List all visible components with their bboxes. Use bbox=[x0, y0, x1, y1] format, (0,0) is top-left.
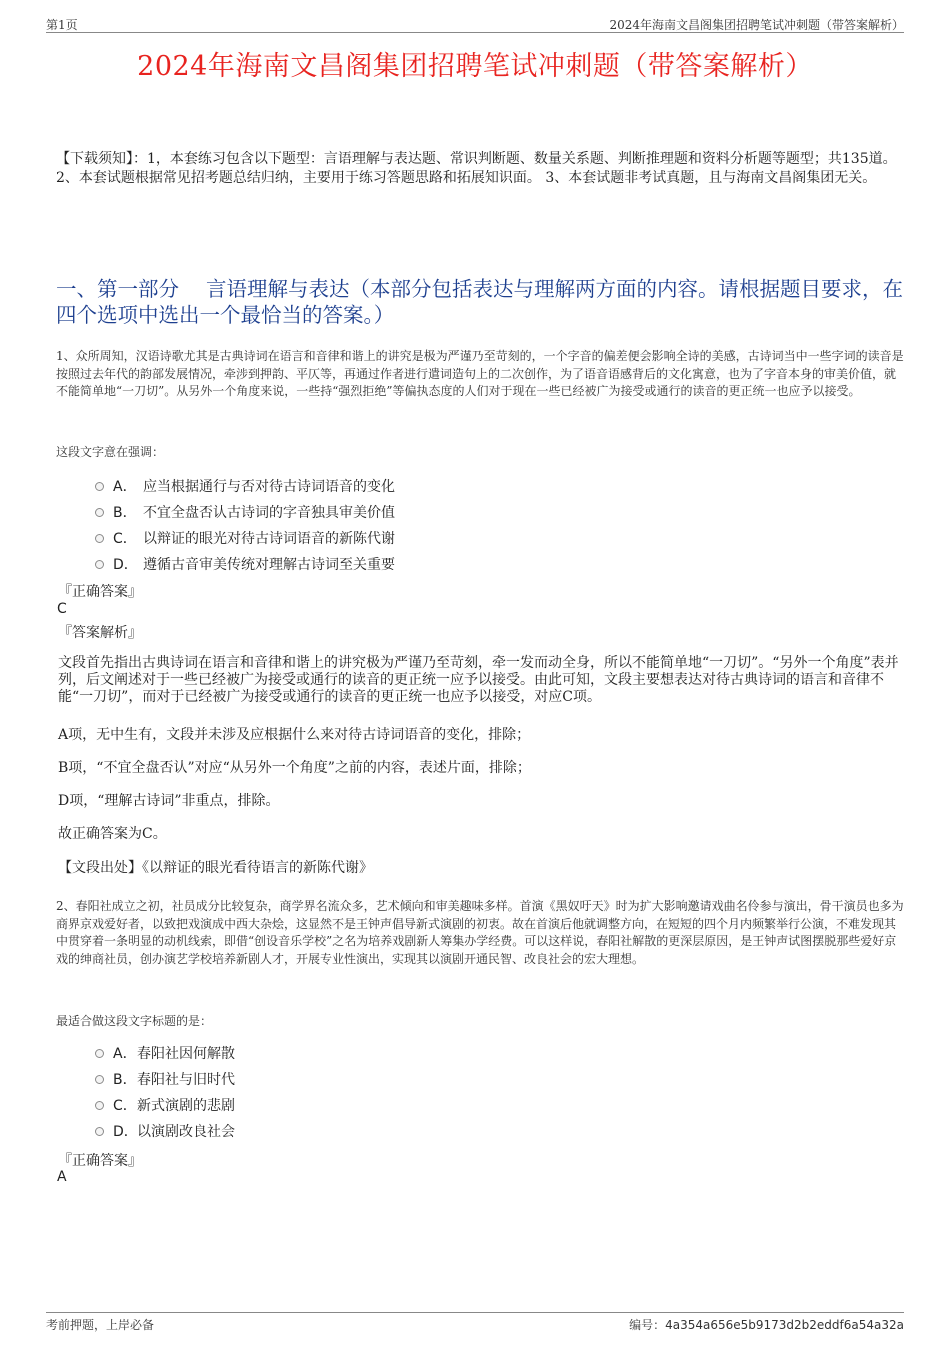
header-doc-title: 2024年海南文昌阁集团招聘笔试冲刺题（带答案解析） bbox=[609, 18, 904, 32]
correct-answer-value: C bbox=[57, 601, 67, 617]
radio-icon[interactable] bbox=[95, 482, 104, 491]
analysis-conclusion: 故正确答案为C。 bbox=[58, 826, 167, 842]
page-header bbox=[46, 16, 904, 33]
page-footer bbox=[46, 1312, 904, 1331]
question-2-stem: 最适合做这段文字标题的是： bbox=[56, 1014, 213, 1028]
radio-icon[interactable] bbox=[95, 1101, 104, 1110]
analysis-paragraph: A项，无中生有，文段并未涉及应根据什么来对待古诗词语音的变化，排除； bbox=[58, 727, 531, 743]
page-number: 第1页 bbox=[46, 18, 78, 32]
radio-icon[interactable] bbox=[95, 560, 104, 569]
option-a[interactable]: A． 春阳社因何解散 bbox=[95, 1040, 235, 1066]
question-2-options bbox=[95, 1040, 235, 1144]
document-title: 2024年海南文昌阁集团招聘笔试冲刺题（带答案解析） bbox=[137, 51, 813, 82]
document-code: 编号：4a354a656e5b9173d2b2eddf6a54a32a bbox=[629, 1318, 904, 1332]
radio-icon[interactable] bbox=[95, 1075, 104, 1084]
correct-answer-label: 『正确答案』 bbox=[58, 1153, 142, 1169]
question-2-text: 2、春阳社成立之初，社员成分比较复杂，商学界名流众多，艺术倾向和审美趣味多样。首演《黑奴吁天》时为扩大影响邀请戏曲名伶参与演出，骨干演员也多为商界京戏爱好者，以致把戏演成中西大杂烩，这显然不是王钟声倡导新式演剧的初衷。故在首演后他就调整方向，在短短的四个月内频繁举行公演，不难发现其中贯穿着一条明显的动机线索，即借“创设音乐学校”之名为培养戏剧新人筹集办学经费。可以这样说，春阳社解散的更深层原因，是王钟声试图摆脱那些爱好京戏的绅商社员，创办演艺学校培养新剧人才，开展专业性演出，实现其以演剧开通民智、改良社会的宏大理想。 bbox=[56, 899, 904, 966]
analysis-paragraph: D项，“理解古诗词”非重点，排除。 bbox=[58, 793, 280, 809]
correct-answer-value: A bbox=[57, 1169, 67, 1185]
option-c[interactable]: C． 新式演剧的悲剧 bbox=[95, 1092, 235, 1118]
option-b[interactable]: B． 不宜全盘否认古诗词的字音独具审美价值 bbox=[95, 499, 395, 525]
download-notice: 【下载须知】：1，本套练习包含以下题型：言语理解与表达题、常识判断题、数量关系题、判断推理题和资料分析题等题型；共135道。 2、本套试题根据常见招考题总结归纳，主要用于练习答题思路和拓展知识面。 3、本套试题非考试真题，且与海南文昌阁集团无关。 bbox=[56, 151, 897, 186]
analysis-label: 『答案解析』 bbox=[58, 625, 142, 641]
option-c[interactable]: C． 以辩证的眼光对待古诗词语音的新陈代谢 bbox=[95, 525, 395, 551]
question-1-stem: 这段文字意在强调： bbox=[56, 445, 165, 459]
option-d[interactable]: D． 遵循古音审美传统对理解古诗词至关重要 bbox=[95, 551, 395, 577]
option-d[interactable]: D． 以演剧改良社会 bbox=[95, 1118, 235, 1144]
question-1-options bbox=[95, 473, 395, 577]
radio-icon[interactable] bbox=[95, 1049, 104, 1058]
radio-icon[interactable] bbox=[95, 508, 104, 517]
radio-icon[interactable] bbox=[95, 1127, 104, 1136]
correct-answer-label: 『正确答案』 bbox=[58, 584, 142, 600]
footer-slogan: 考前押题，上岸必备 bbox=[46, 1318, 155, 1332]
option-a[interactable]: A． 应当根据通行与否对待古诗词语音的变化 bbox=[95, 473, 395, 499]
radio-icon[interactable] bbox=[95, 534, 104, 543]
analysis-paragraph: 文段首先指出古典诗词在语言和音律和谐上的讲究极为严谨乃至苛刻，牵一发而动全身，所以不能简单地“一刀切”。“另外一个角度”表并列，后文阐述对于一些已经被广为接受或通行的读音的更正统一应予以接受。由此可知，文段主要想表达对待古典诗词的语言和音律不能“一刀切”，而对于已经被广为接受或通行的读音的更正统一也应予以接受，对应C项。 bbox=[58, 655, 899, 705]
option-b[interactable]: B． 春阳社与旧时代 bbox=[95, 1066, 235, 1092]
question-1-text: 1、众所周知，汉语诗歌尤其是古典诗词在语言和音律和谐上的讲究是极为严谨乃至苛刻的，一个字音的偏差便会影响全诗的美感，古诗词当中一些字词的读音是按照过去年代的韵部发展情况，牵涉到押韵、平仄等，再通过作者进行遣词造句上的二次创作，为了语音语感背后的文化寓意，也为了字音本身的审美价值，就不能简单地“一刀切”。从另外一个角度来说，一些持“强烈拒绝”等偏执态度的人们对于现在一些已经被广为接受或通行的读音的更正统一也应予以接受。 bbox=[56, 349, 904, 398]
section-title: 一、第一部分 言语理解与表达（本部分包括表达与理解两方面的内容。请根据题目要求，在四个选项中选出一个最恰当的答案。） bbox=[56, 277, 904, 327]
analysis-paragraph: B项，“不宜全盘否认”对应“从另外一个角度”之前的内容，表述片面，排除； bbox=[58, 760, 531, 776]
passage-source: 【文段出处】《以辩证的眼光看待语言的新陈代谢》 bbox=[58, 860, 373, 876]
